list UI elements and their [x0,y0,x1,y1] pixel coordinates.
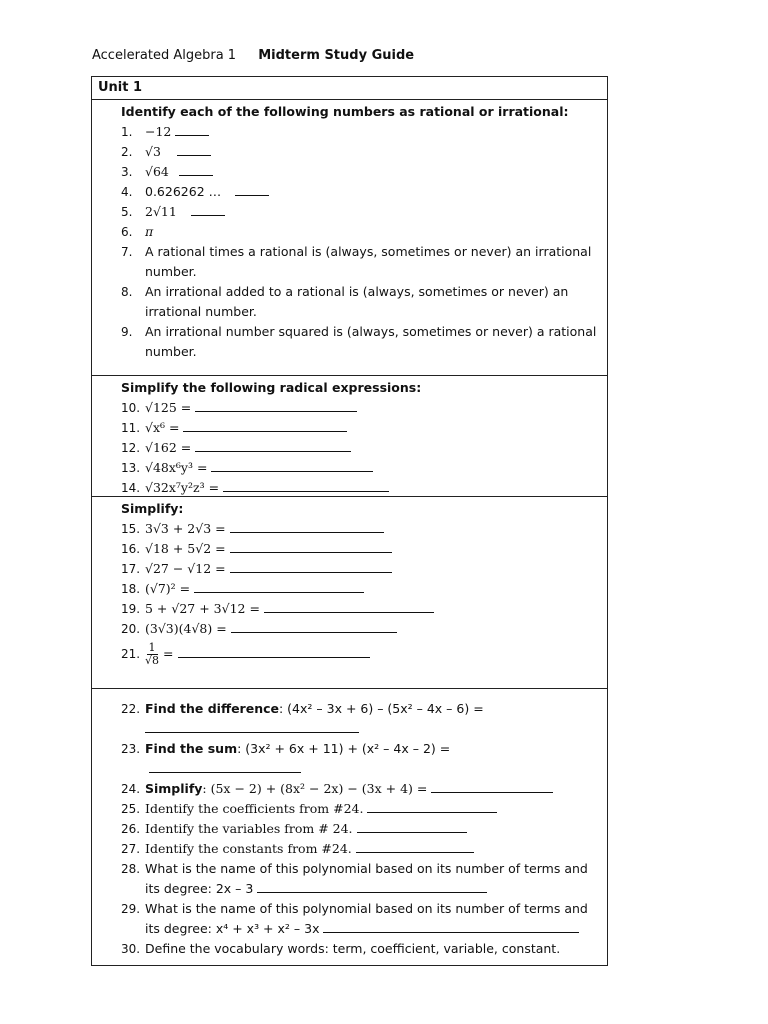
question-18: 18. (√7)² = [121,579,607,599]
answer-blank[interactable] [230,519,384,533]
question-5: 5. 2√11 [121,202,607,222]
answer-blank[interactable] [356,839,474,853]
section-rational-irrational [92,100,607,376]
question-21: 21. $\frac{1}{√8}$ = [121,639,607,673]
unit-heading: Unit 1 [92,77,607,100]
question-12: 12. √162 = [121,438,607,458]
section-simplify [92,497,607,689]
answer-blank[interactable] [195,438,351,452]
question-1: 1. −12 [121,122,607,142]
answer-blank[interactable] [149,759,301,773]
page-header [92,48,414,63]
course-name: Accelerated Algebra 1 [92,48,237,63]
answer-blank[interactable] [145,719,359,733]
answer-blank[interactable] [183,418,347,432]
question-15: 15. 3√3 + 2√3 = [121,519,607,539]
section-polynomials [92,689,607,966]
answer-blank[interactable] [177,142,211,156]
question-17: 17. √27 − √12 = [121,559,607,579]
section-heading: Simplify: [121,501,184,516]
answer-blank[interactable] [175,122,209,136]
question-28: 28. What is the name of this polynomial based on its number of terms and its degree: 2x – 3 [121,861,588,896]
answer-blank[interactable] [178,644,370,658]
question-20: 20. (3√3)(4√8) = [121,619,607,639]
answer-blank[interactable] [195,398,357,412]
question-2: 2. √3 [121,142,607,162]
question-6: 6. π [121,224,154,239]
question-13: 13. √48x⁶y³ = [121,458,607,478]
question-3: 3. √64 [121,162,607,182]
answer-blank[interactable] [223,478,389,492]
question-30: 30. Define the vocabulary words: term, coefficient, variable, constant. [121,941,561,956]
answer-blank[interactable] [323,919,579,933]
answer-blank[interactable] [179,162,213,176]
question-10: 10. √125 = [121,398,607,418]
question-19: 19. 5 + √27 + 3√12 = [121,599,607,619]
section-heading: Simplify the following radical expressions: [121,380,422,395]
question-14: 14. √32x⁷y²z³ = [121,478,607,498]
section-simplify-radicals [92,376,607,497]
answer-blank[interactable] [431,779,553,793]
answer-blank[interactable] [264,599,434,613]
answer-blank[interactable] [191,202,225,216]
question-26: 26. Identify the variables from # 24. [121,819,607,839]
question-29: 29. What is the name of this polynomial based on its number of terms and its degree: x⁴ + x³ + x² – 3x [121,901,588,936]
answer-blank[interactable] [230,539,392,553]
question-8: 8. An irrational added to a rational is (always, sometimes or never) an irrational number. [121,284,569,319]
question-16: 16. √18 + 5√2 = [121,539,607,559]
question-25: 25. Identify the coefficients from #24. [121,799,607,819]
study-guide-table [91,76,608,966]
answer-blank[interactable] [230,559,392,573]
answer-blank[interactable] [367,799,497,813]
answer-blank[interactable] [257,879,487,893]
answer-blank[interactable] [235,182,269,196]
fraction: $\frac{1}{√8}$ [145,641,160,667]
answer-blank[interactable] [194,579,364,593]
answer-blank[interactable] [357,819,467,833]
question-11: 11. √x⁶ = [121,418,607,438]
question-22: 22. Find the difference: (4x² – 3x + 6) – (5x² – 4x – 6) = [121,699,607,739]
section-heading: Identify each of the following numbers as rational or irrational: [121,104,569,119]
question-7: 7. A rational times a rational is (always, sometimes or never) an irrational number. [121,244,592,279]
question-9: 9. An irrational number squared is (always, sometimes or never) a rational number. [121,324,597,359]
answer-blank[interactable] [231,619,397,633]
question-4: 4. 0.626262 … [121,182,607,202]
question-27: 27. Identify the constants from #24. [121,839,607,859]
question-23: 23. Find the sum: (3x² + 6x + 11) + (x² – 4x – 2) = [121,739,607,779]
question-24: 24. Simplify: (5x − 2) + (8x² − 2x) − (3x + 4) = [121,779,607,799]
answer-blank[interactable] [211,458,373,472]
document-title: Midterm Study Guide [258,48,415,63]
